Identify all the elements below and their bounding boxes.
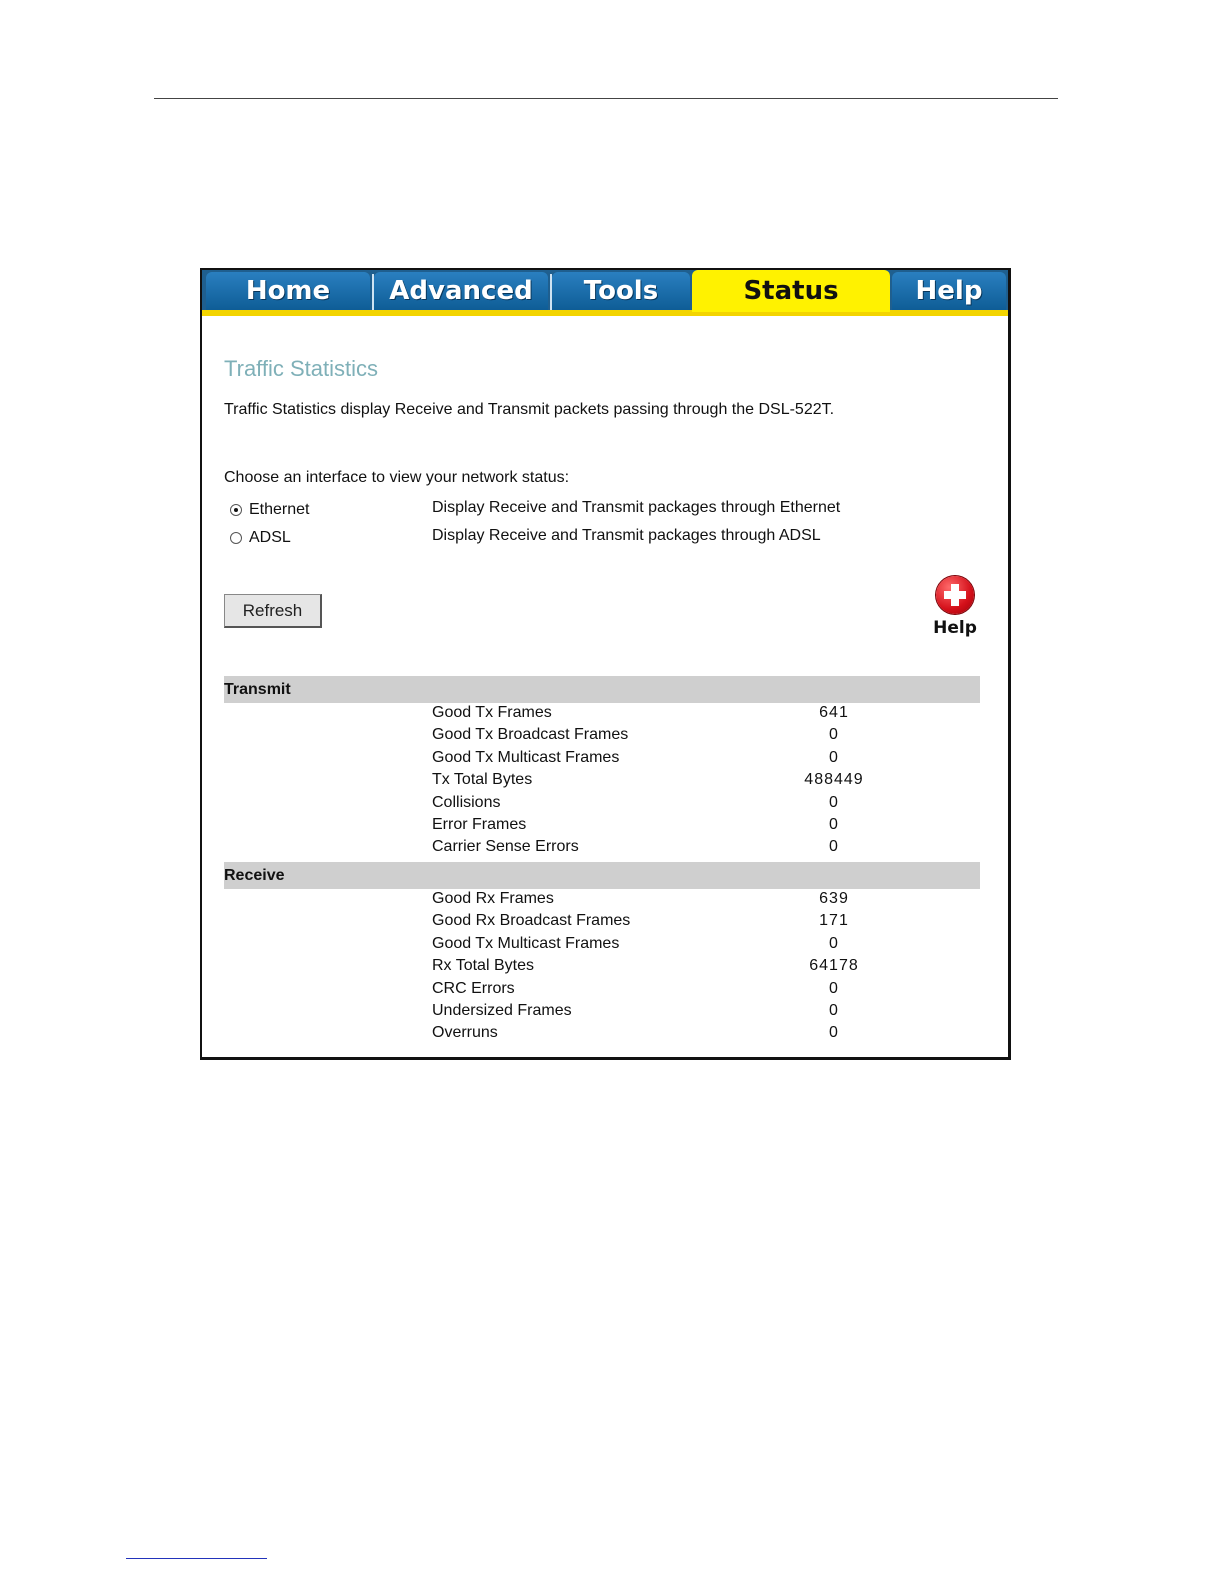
stat-value: 0 xyxy=(829,1024,839,1041)
radio-ethernet[interactable] xyxy=(230,500,309,520)
radio-adsl[interactable] xyxy=(230,528,291,548)
table-row xyxy=(432,935,852,957)
stat-value: 488449 xyxy=(804,771,864,788)
stat-value: 64178 xyxy=(809,957,859,974)
router-status-panel xyxy=(200,268,1011,1060)
help-plus-icon[interactable] xyxy=(936,576,974,614)
stat-label: CRC Errors xyxy=(432,980,515,997)
table-row xyxy=(432,794,852,816)
page-description: Traffic Statistics display Receive and Transmit packets passing through the DSL-522T. xyxy=(224,401,835,418)
stat-value: 0 xyxy=(829,935,839,952)
interface-prompt: Choose an interface to view your network status: xyxy=(224,469,570,486)
stat-value: 641 xyxy=(819,704,849,721)
stat-value: 0 xyxy=(829,1002,839,1019)
stat-label: Tx Total Bytes xyxy=(432,771,533,788)
stat-value: 0 xyxy=(829,726,839,743)
table-row xyxy=(432,1002,852,1024)
stat-label: Good Tx Broadcast Frames xyxy=(432,726,629,743)
stat-value: 0 xyxy=(829,838,839,855)
table-row xyxy=(432,704,852,726)
top-navigation xyxy=(202,270,1008,316)
stat-value: 0 xyxy=(829,749,839,766)
stat-label: Undersized Frames xyxy=(432,1002,572,1019)
stat-value: 171 xyxy=(819,912,849,929)
stat-label: Carrier Sense Errors xyxy=(432,838,579,855)
adsl-description: Display Receive and Transmit packages through ADSL xyxy=(432,527,821,544)
tab-advanced[interactable]: Advanced xyxy=(374,272,548,310)
table-row xyxy=(432,957,859,979)
stat-value: 639 xyxy=(819,890,849,907)
stat-label: Good Rx Frames xyxy=(432,890,554,907)
table-row xyxy=(432,980,852,1002)
table-row xyxy=(432,816,852,838)
stat-label: Error Frames xyxy=(432,816,527,833)
page-top-rule xyxy=(154,98,1058,99)
stat-value: 0 xyxy=(829,794,839,811)
footer-link-underline xyxy=(126,1558,267,1559)
stat-value: 0 xyxy=(829,816,839,833)
receive-section-header: Receive xyxy=(224,862,980,889)
transmit-section-header: Transmit xyxy=(224,676,980,703)
table-row xyxy=(432,726,852,748)
refresh-button[interactable]: Refresh xyxy=(224,594,322,628)
stat-label: Good Tx Multicast Frames xyxy=(432,749,620,766)
tab-tools[interactable]: Tools xyxy=(552,272,690,310)
table-row xyxy=(432,771,864,793)
radio-button-adsl[interactable] xyxy=(230,532,242,544)
table-row xyxy=(432,912,852,934)
stat-label: Collisions xyxy=(432,794,501,811)
page-title: Traffic Statistics xyxy=(224,356,379,381)
radio-label-adsl: ADSL xyxy=(249,529,291,546)
help-label[interactable]: Help xyxy=(933,618,977,638)
table-row xyxy=(432,838,852,860)
table-row xyxy=(432,890,852,912)
tab-home[interactable]: Home xyxy=(206,272,370,310)
stat-value: 0 xyxy=(829,980,839,997)
table-row xyxy=(432,1024,852,1046)
stat-label: Good Tx Multicast Frames xyxy=(432,935,620,952)
tab-help[interactable]: Help xyxy=(892,272,1006,310)
radio-label-ethernet: Ethernet xyxy=(249,501,310,518)
help-widget[interactable] xyxy=(932,576,978,648)
radio-button-ethernet[interactable] xyxy=(230,504,242,516)
table-row xyxy=(432,749,852,771)
tab-status[interactable]: Status xyxy=(692,270,890,312)
stat-label: Rx Total Bytes xyxy=(432,957,534,974)
stat-label: Good Rx Broadcast Frames xyxy=(432,912,631,929)
stat-label: Good Tx Frames xyxy=(432,704,552,721)
ethernet-description: Display Receive and Transmit packages through Ethernet xyxy=(432,499,841,516)
stat-label: Overruns xyxy=(432,1024,498,1041)
